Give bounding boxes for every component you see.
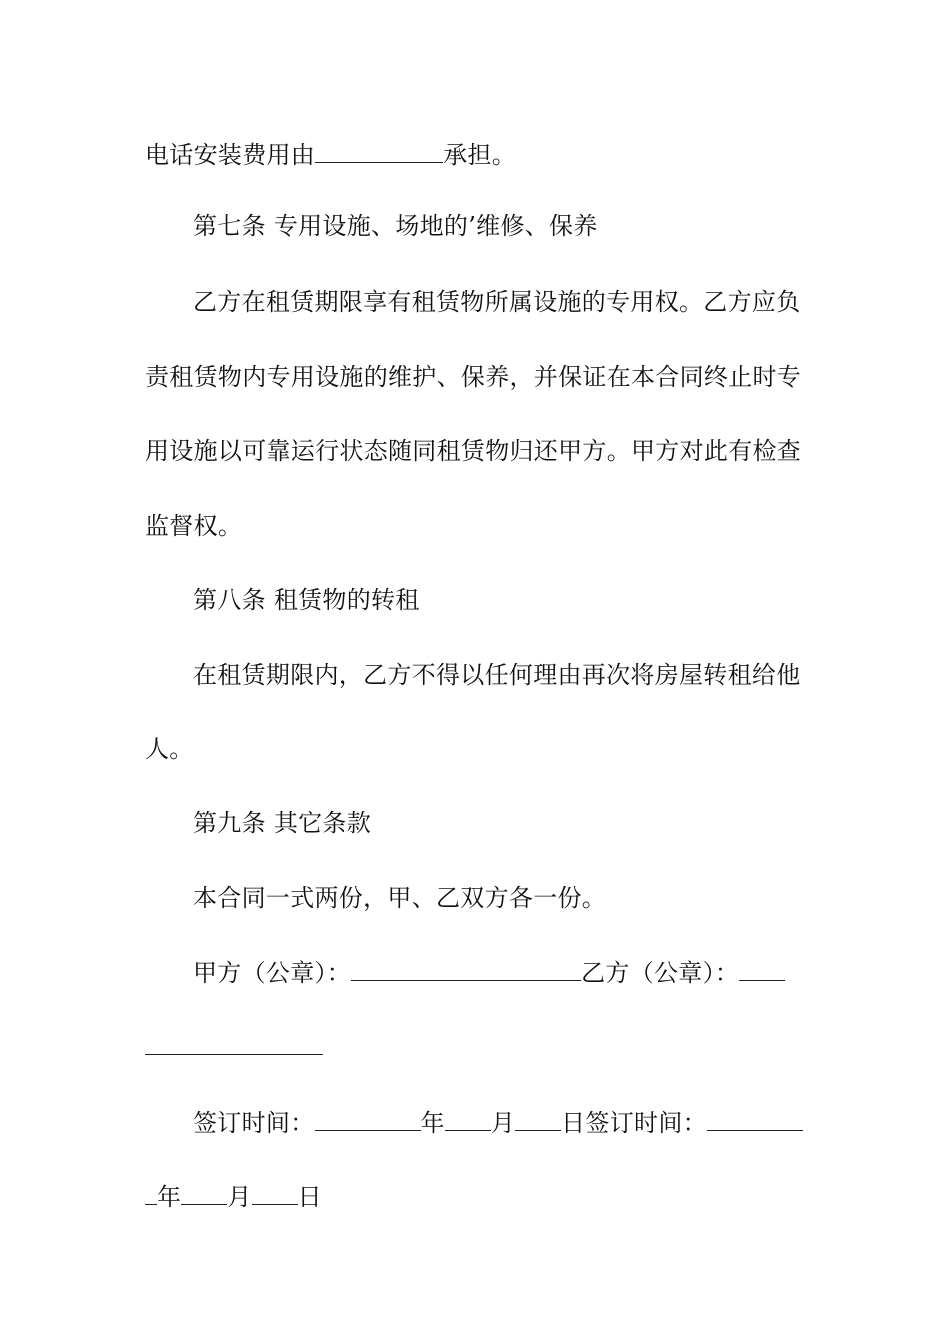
signing-date-label-a: 签订时间： xyxy=(193,1109,315,1137)
year-label-a: 年 xyxy=(420,1109,445,1137)
phone-fee-line xyxy=(145,139,810,171)
day-blank-b xyxy=(252,1182,298,1205)
party-a-label: 甲方（公章）： xyxy=(193,959,352,987)
article-8-paragraph-line-1: 在租赁期限内，乙方不得以任何理由再次将房屋转租给他 xyxy=(193,661,801,689)
signing-date-line xyxy=(193,1107,810,1139)
month-label-b: 月 xyxy=(227,1183,252,1211)
article-7-paragraph-line-4: 监督权。 xyxy=(145,512,243,540)
party-a-blank xyxy=(351,958,581,981)
article-9-title: 第九条 其它条款 xyxy=(193,809,372,837)
article-8-title: 第八条 租赁物的转租 xyxy=(193,586,420,614)
party-b-blank-continued xyxy=(145,1032,323,1055)
party-b-blank-continued-line xyxy=(145,1031,810,1063)
month-label-a: 月 xyxy=(490,1109,516,1137)
phone-fee-blank xyxy=(315,140,443,163)
party-b-blank xyxy=(739,958,785,981)
day-and-signing-label-b: 日签订时间： xyxy=(561,1109,707,1137)
day-label-b: 日 xyxy=(297,1183,322,1211)
year-blank-a xyxy=(315,1108,421,1131)
article-7-paragraph-line-2: 责租赁物内专用设施的维护、保养，并保证在本合同终止时专 xyxy=(145,363,802,391)
phone-fee-text: 电话安装费用由 xyxy=(145,141,316,169)
article-7-title: 第七条 专用设施、场地的’维修、保养 xyxy=(193,212,598,240)
month-blank-a xyxy=(445,1108,491,1131)
month-blank-b xyxy=(181,1182,227,1205)
day-blank-a xyxy=(515,1108,561,1131)
year-label-b: 年 xyxy=(157,1183,182,1211)
article-8-paragraph-line-2: 人。 xyxy=(145,735,194,763)
article-7-paragraph-line-1: 乙方在租赁期限享有租赁物所属设施的专用权。乙方应负 xyxy=(193,288,801,316)
article-9-paragraph-line-1: 本合同一式两份，甲、乙双方各一份。 xyxy=(193,884,607,912)
signing-date-line-continued xyxy=(145,1181,810,1213)
phone-fee-suffix: 承担。 xyxy=(443,141,517,169)
article-7-paragraph-line-3: 用设施以可靠运行状态随同租赁物归还甲方。甲方对此有检查 xyxy=(145,437,802,465)
year-blank-b-continued xyxy=(145,1182,157,1205)
year-blank-b xyxy=(707,1108,803,1131)
party-b-label: 乙方（公章）： xyxy=(581,959,740,987)
party-seal-line xyxy=(193,957,810,989)
